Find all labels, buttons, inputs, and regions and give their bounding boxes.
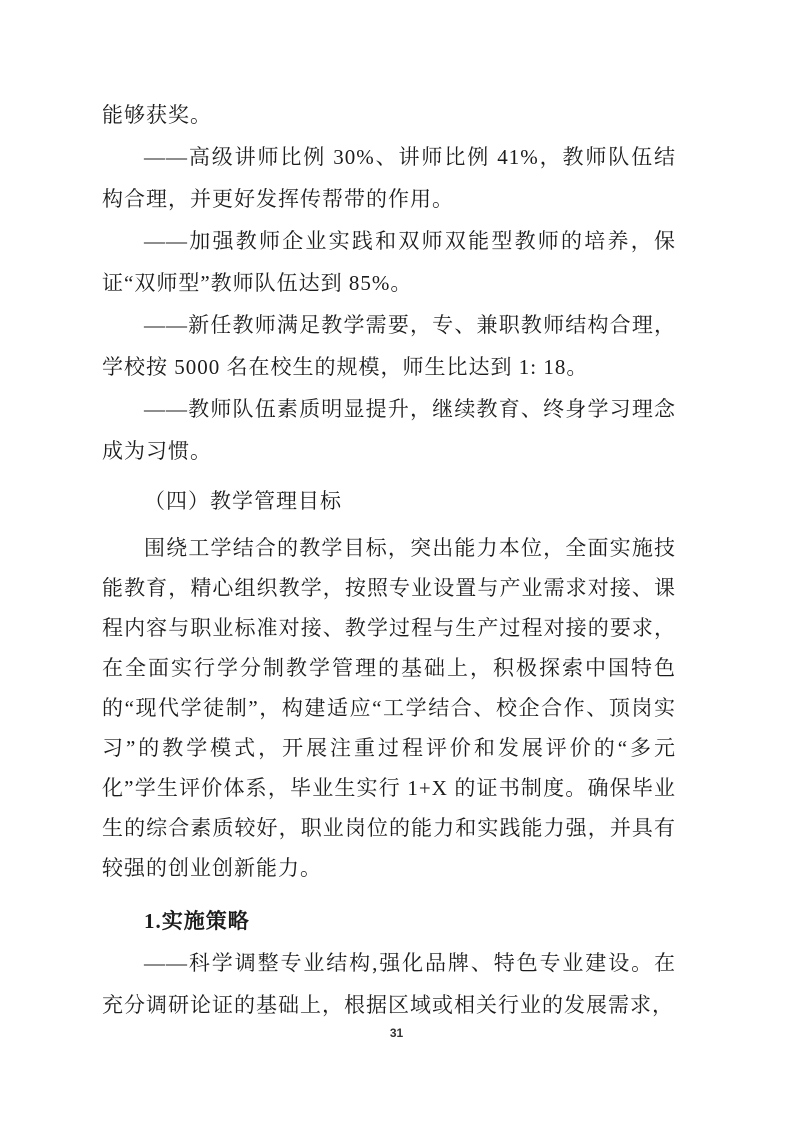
page-number: 31: [389, 1026, 404, 1040]
numbered-heading: 1.实施策略: [144, 909, 250, 933]
paragraph-continuation: 能够获奖。: [102, 103, 212, 127]
dash-paragraph: ——加强教师企业实践和双师双能型教师的培养，保证“双师型”教师队伍达到 85%。: [102, 229, 676, 295]
dash-paragraph: ——科学调整专业结构,强化品牌、特色专业建设。在充分调研论证的基础上，根据区域或相关行业的发展需求，: [102, 951, 676, 1017]
dash-paragraph: ——高级讲师比例 30%、讲师比例 41%，教师队伍结构合理，并更好发挥传帮带的作用。: [102, 145, 676, 211]
paragraph: 围绕工学结合的教学目标，突出能力本位，全面实施技能教育，精心组织教学，按照专业设置与产业需求对接、课程内容与职业标准对接、教学过程与生产过程对接的要求，在全面实行学分制教学管理的基础上，积极探索中国特色的“现代学徒制”，构建适应“工学结合、校企合作、顶岗实习”的教学模式，开展注重过程评价和发展评价的“多元化”学生评价体系，毕业生实行 1+X 的证书制度。确保毕业生的综合素质较好，职业岗位的能力和实践能力强，并具有较强的创业创新能力。: [102, 536, 676, 880]
dash-paragraph: ——新任教师满足教学需要，专、兼职教师结构合理，学校按 5000 名在校生的规模，师生比达到 1: 18。: [102, 313, 676, 379]
paragraph-group: [102, 528, 676, 888]
section-heading: （四）教学管理目标: [144, 489, 342, 513]
document-body: [102, 94, 676, 1026]
dash-paragraph: ——教师队伍素质明显提升，继续教育、终身学习理念成为习惯。: [102, 397, 676, 463]
